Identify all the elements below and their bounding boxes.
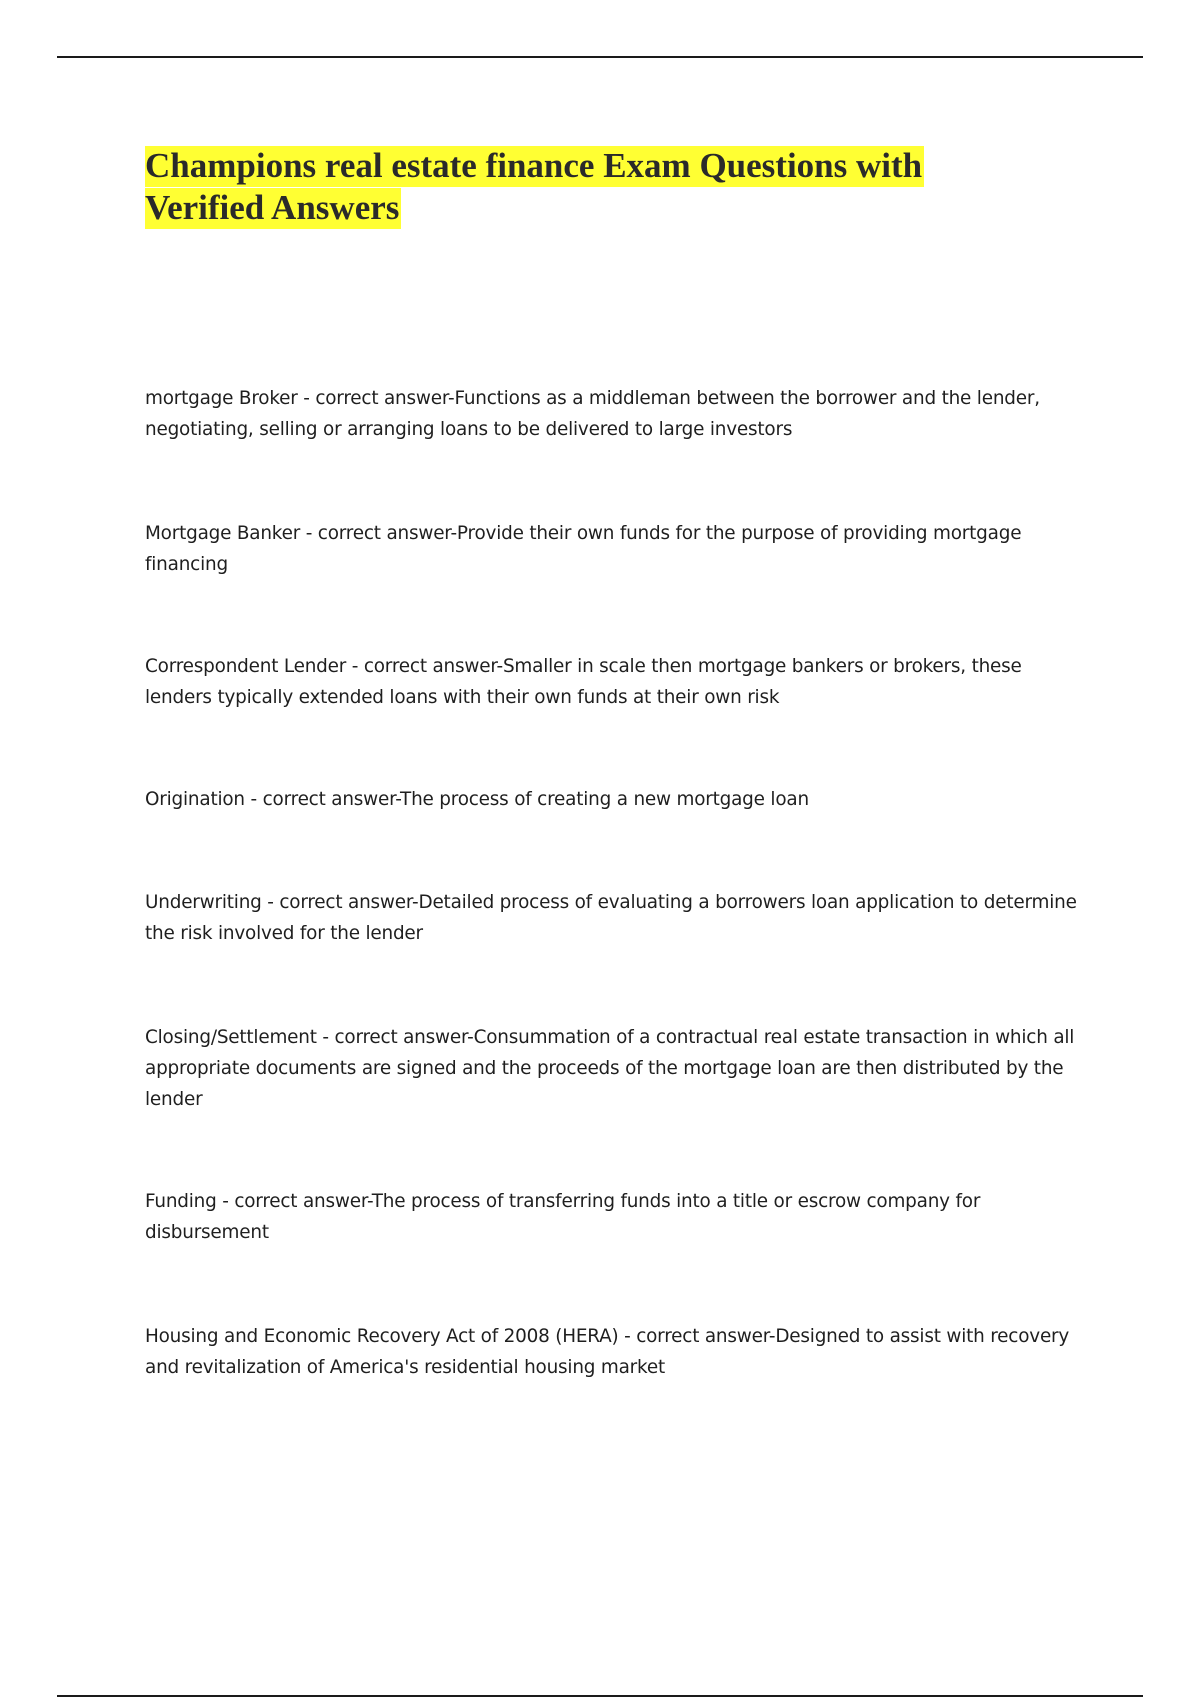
bottom-rule [57, 1695, 1143, 1697]
qa-entry-origination: Origination - correct answer-The process of creating a new mortgage loan [145, 789, 809, 810]
page-title [145, 145, 1045, 229]
title-highlight: Champions real estate finance Exam Questions with Verified Answers [145, 146, 923, 227]
qa-entry-mortgage-banker: Mortgage Banker - correct answer-Provide their own funds for the purpose of providing mortgage financing [145, 523, 1022, 575]
qa-entry-mortgage-broker: mortgage Broker - correct answer-Functions as a middleman between the borrower and the lender, negotiating, selling or arranging loans to be delivered to large investors [145, 388, 1040, 440]
qa-entry-funding: Funding - correct answer-The process of transferring funds into a title or escrow company for disbursement [145, 1191, 981, 1243]
qa-entry-hera: Housing and Economic Recovery Act of 2008 (HERA) - correct answer-Designed to assist with recovery and revitalization of America's residential housing market [145, 1326, 1070, 1378]
qa-entry-closing-settlement: Closing/Settlement - correct answer-Consummation of a contractual real estate transaction in which all appropriate documents are signed and the proceeds of the mortgage loan are then distributed by the lender [145, 1027, 1075, 1110]
top-rule [57, 56, 1143, 58]
qa-entry-underwriting: Underwriting - correct answer-Detailed process of evaluating a borrowers loan application to determine the risk involved for the lender [145, 892, 1077, 944]
qa-entry-correspondent-lender: Correspondent Lender - correct answer-Smaller in scale then mortgage bankers or brokers, these lenders typically extended loans with their own funds at their own risk [145, 656, 1022, 708]
title-block [145, 145, 1045, 229]
